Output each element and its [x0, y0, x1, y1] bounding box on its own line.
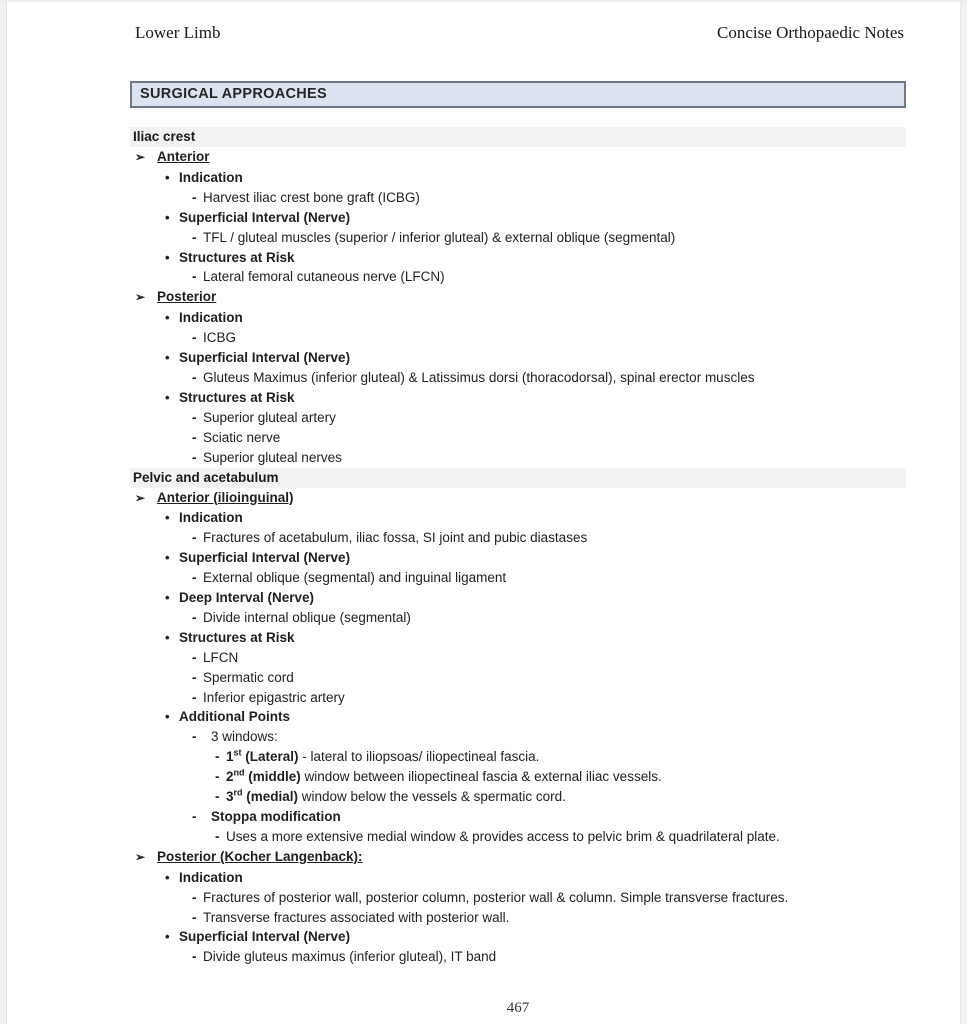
item-heading-line [130, 588, 906, 608]
line-text: Anterior [157, 149, 210, 164]
line-text: Gluteus Maximus (inferior gluteal) & Latissimus dorsi (thoracodorsal), spinal erector muscles [203, 369, 755, 385]
dot-bullet-icon: • [165, 590, 170, 606]
dot-bullet-icon: • [165, 869, 170, 885]
line-text: Structures at Risk [179, 389, 295, 405]
detail-line [130, 648, 906, 668]
line-text: 3rd (medial) window below the vessels & spermatic cord. [226, 787, 566, 805]
dot-bullet-icon: • [165, 249, 170, 265]
detail-line [130, 408, 906, 428]
line-text: Inferior epigastric artery [203, 689, 345, 705]
dot-bullet-icon: • [165, 929, 170, 945]
approach-title-line [130, 287, 906, 308]
dot-bullet-icon: • [165, 389, 170, 405]
dash-bullet-icon: - [192, 949, 197, 965]
detail-line [130, 568, 906, 588]
line-text: Transverse fractures associated with posterior wall. [203, 909, 510, 925]
dash-bullet-icon: - [192, 570, 197, 586]
dash-bullet-icon: - [215, 789, 220, 805]
detail-line [130, 228, 906, 248]
dot-bullet-icon: • [165, 709, 170, 725]
line-text: Indication [179, 169, 243, 185]
section-title-box [130, 81, 906, 108]
line-text: Indication [179, 310, 243, 326]
detail-line [130, 368, 906, 388]
approach-title-line [130, 488, 906, 509]
item-heading-line [130, 348, 906, 368]
dash-bullet-icon: - [192, 809, 197, 824]
dot-bullet-icon: • [165, 510, 170, 526]
line-text: Fractures of posterior wall, posterior column, posterior wall & column. Simple transverse fractures. [203, 889, 789, 905]
arrow-bullet-icon: ➢ [135, 490, 146, 505]
dash-bullet-icon: - [192, 449, 197, 465]
dash-bullet-icon: - [192, 909, 197, 925]
detail-line [130, 608, 906, 628]
line-text: Indication [179, 869, 243, 885]
line-text: Superior gluteal artery [203, 409, 336, 425]
line-text: Indication [179, 510, 243, 526]
page-number: 467 [506, 1000, 530, 1016]
item-heading-line [130, 248, 906, 268]
line-text: Additional Points [179, 709, 290, 725]
line-text: Structures at Risk [179, 629, 295, 645]
book-title: Concise Orthopaedic Notes [717, 23, 904, 42]
dash-bullet-icon: - [192, 530, 197, 546]
item-heading-line [130, 927, 906, 947]
detail-line [130, 688, 906, 708]
detail-line [130, 267, 906, 287]
approach-title-line [130, 847, 906, 868]
line-text: Posterior [157, 289, 217, 305]
chapter-title: Lower Limb [135, 23, 221, 42]
dash-bullet-icon: - [192, 689, 197, 705]
dash-bullet-icon: - [215, 828, 220, 844]
detail-line [130, 807, 906, 827]
item-heading-line [130, 388, 906, 408]
dash-bullet-icon: - [192, 729, 197, 745]
line-text: Divide gluteus maximus (inferior gluteal), IT band [203, 949, 497, 965]
dash-bullet-icon: - [192, 330, 197, 346]
dash-bullet-icon: - [192, 889, 197, 905]
viewer-top-margin [0, 0, 967, 2]
viewer-left-margin [0, 0, 7, 1024]
page-header [130, 23, 906, 43]
arrow-bullet-icon: ➢ [135, 150, 146, 164]
line-text: Sciatic nerve [203, 429, 281, 445]
section-title: SURGICAL APPROACHES [140, 86, 327, 102]
item-heading-line [130, 628, 906, 648]
page-footer [130, 1000, 906, 1017]
detail-line [130, 188, 906, 208]
dash-bullet-icon: - [215, 749, 220, 765]
line-text: Superficial Interval (Nerve) [179, 350, 351, 366]
line-text: Stoppa modification [211, 809, 341, 824]
dash-bullet-icon: - [192, 189, 197, 205]
detail-line [130, 908, 906, 928]
dash-bullet-icon: - [192, 229, 197, 245]
dot-bullet-icon: • [165, 629, 170, 645]
arrow-bullet-icon: ➢ [135, 849, 146, 864]
line-text: Superficial Interval (Nerve) [179, 550, 351, 566]
dash-bullet-icon: - [192, 429, 197, 445]
document-lines [130, 127, 906, 967]
arrow-bullet-icon: ➢ [135, 290, 146, 305]
line-text: Lateral femoral cutaneous nerve (LFCN) [203, 269, 445, 285]
detail-subline [130, 767, 906, 787]
dash-bullet-icon: - [192, 369, 197, 385]
item-heading-line [130, 508, 906, 528]
detail-subline [130, 747, 906, 767]
item-heading-line [130, 168, 906, 188]
dash-bullet-icon: - [192, 609, 197, 625]
section-heading-bar: Pelvic and acetabulum [130, 468, 906, 488]
dash-bullet-icon: - [192, 269, 197, 285]
detail-line [130, 448, 906, 468]
line-text: Spermatic cord [203, 669, 294, 685]
line-text: Deep Interval (Nerve) [179, 590, 315, 606]
line-text: 2nd (middle) window between iliopectineal fascia & external iliac vessels. [226, 767, 662, 785]
item-heading-line [130, 208, 906, 228]
detail-line [130, 888, 906, 908]
line-text: 1st (Lateral) - lateral to iliopsoas/ iliopectineal fascia. [226, 747, 540, 765]
line-text: Superior gluteal nerves [203, 449, 342, 465]
dot-bullet-icon: • [165, 350, 170, 366]
item-heading-line [130, 707, 906, 727]
dot-bullet-icon: • [165, 169, 170, 185]
detail-line [130, 668, 906, 688]
detail-subline [130, 787, 906, 807]
detail-line [130, 947, 906, 967]
dash-bullet-icon: - [192, 669, 197, 685]
detail-subline [130, 827, 906, 847]
line-text: Harvest iliac crest bone graft (ICBG) [203, 189, 420, 205]
dot-bullet-icon: • [165, 209, 170, 225]
line-text: Anterior (ilioinguinal) [157, 489, 294, 505]
line-text: Posterior (Kocher Langenback): [157, 848, 363, 864]
detail-line [130, 727, 906, 747]
dash-bullet-icon: - [192, 649, 197, 665]
line-text: Uses a more extensive medial window & provides access to pelvic brim & quadrilateral plate. [226, 828, 780, 844]
detail-line [130, 328, 906, 348]
item-heading-line [130, 868, 906, 888]
viewer-right-margin [960, 0, 967, 1024]
line-text: 3 windows: [211, 729, 278, 745]
line-text: Superficial Interval (Nerve) [179, 209, 351, 225]
line-text: Structures at Risk [179, 249, 295, 265]
dot-bullet-icon: • [165, 550, 170, 566]
line-text: LFCN [203, 649, 239, 665]
section-heading-bar: Iliac crest [130, 127, 906, 147]
item-heading-line [130, 548, 906, 568]
dot-bullet-icon: • [165, 310, 170, 326]
line-text: ICBG [203, 330, 237, 346]
line-text: Superficial Interval (Nerve) [179, 929, 351, 945]
detail-line [130, 528, 906, 548]
item-heading-line [130, 308, 906, 328]
line-text: Divide internal oblique (segmental) [203, 609, 411, 625]
line-text: TFL / gluteal muscles (superior / inferior gluteal) & external oblique (segmental) [203, 229, 676, 245]
detail-line [130, 428, 906, 448]
line-text: External oblique (segmental) and inguinal ligament [203, 570, 507, 586]
approach-title-line [130, 147, 906, 168]
line-text: Fractures of acetabulum, iliac fossa, SI joint and pubic diastases [203, 530, 588, 546]
dash-bullet-icon: - [215, 769, 220, 785]
dash-bullet-icon: - [192, 409, 197, 425]
